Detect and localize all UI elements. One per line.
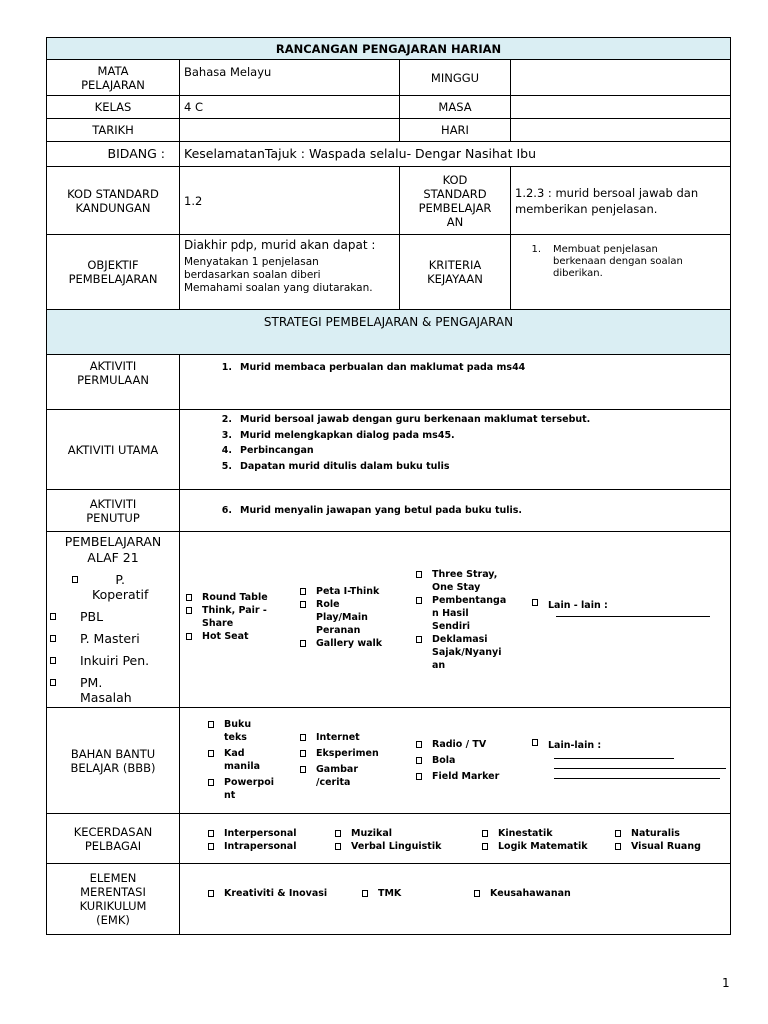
activity-number: 6.: [221, 505, 232, 516]
bbb-lain-line-2: [554, 762, 726, 769]
checkbox-icon[interactable]: [615, 830, 621, 837]
kelas-label: KELAS: [47, 96, 180, 119]
checkbox-icon[interactable]: [300, 640, 306, 647]
bbb-lain-label: Lain-lain :: [548, 740, 602, 751]
checkbox-option: [300, 598, 410, 637]
checkbox-icon[interactable]: [208, 843, 214, 850]
checkbox-option: [416, 738, 534, 751]
kriteria-cell: [511, 235, 731, 310]
alaf-left-label: P. Koperatif: [92, 572, 149, 602]
checkbox-icon[interactable]: [532, 739, 538, 746]
checkbox-option: [300, 747, 410, 760]
checkbox-option: [482, 827, 612, 840]
activity-number: 1.: [221, 362, 232, 373]
kp-col1: [208, 827, 328, 853]
alaf-left-option: [50, 631, 176, 646]
checkbox-icon[interactable]: [72, 576, 78, 583]
checkbox-icon[interactable]: [474, 890, 480, 897]
kp-col4: [615, 827, 725, 853]
alaf-col2: [300, 585, 410, 650]
alaf-col3: [416, 568, 534, 672]
checkbox-icon[interactable]: [300, 601, 306, 608]
checkbox-icon[interactable]: [335, 843, 341, 850]
alaf-lain: [532, 599, 712, 617]
activity-item: [210, 428, 726, 444]
checkbox-option: [186, 591, 296, 604]
checkbox-icon[interactable]: [335, 830, 341, 837]
checkbox-option-label: Gallery walk: [316, 637, 383, 649]
alaf-left-label: Inkuiri Pen.: [80, 653, 150, 668]
checkbox-icon[interactable]: [416, 597, 422, 604]
checkbox-icon[interactable]: [186, 633, 192, 640]
kp-col3: [482, 827, 612, 853]
alaf-cell: [47, 532, 180, 708]
activity-number: 4.: [221, 445, 232, 456]
alaf-left-label: PBL: [80, 609, 104, 624]
checkbox-icon[interactable]: [208, 750, 214, 757]
strategi-title: [47, 310, 731, 355]
activity-item: [210, 459, 726, 475]
alaf-col1: [186, 591, 296, 643]
activity-number: 5.: [221, 460, 232, 472]
checkbox-option: [208, 776, 288, 802]
rph-table: [46, 37, 731, 935]
checkbox-icon[interactable]: [208, 779, 214, 786]
checkbox-option-label: Hot Seat: [202, 630, 249, 642]
checkbox-option-label: Pembentanga n Hasil Sendiri: [432, 594, 507, 632]
objektif-intro: Diakhir pdp, murid akan dapat :: [184, 238, 376, 252]
checkbox-option: [208, 827, 328, 840]
hari-value: [511, 119, 731, 142]
alaf-left-list: [50, 572, 176, 705]
emk-item: [208, 887, 327, 900]
activity-text: Murid melengkapkan dialog pada ms45.: [240, 429, 455, 441]
kriteria-number: 1.: [531, 244, 541, 255]
alaf-options-cell: [180, 532, 731, 708]
checkbox-option: [300, 763, 410, 789]
ksp-label: KOD STANDARD PEMBELAJAR AN: [400, 167, 511, 235]
utama-cell: [180, 410, 731, 490]
checkbox-option: [416, 770, 534, 783]
checkbox-option: [186, 604, 296, 630]
checkbox-option-label: Verbal Linguistik: [351, 841, 442, 852]
activity-item: [210, 361, 726, 374]
bbb-col1: [208, 718, 288, 805]
checkbox-option-label: Radio / TV: [432, 739, 487, 750]
permulaan-label: AKTIVITI PERMULAAN: [47, 355, 180, 410]
checkbox-option-label: Intrapersonal: [224, 841, 297, 852]
ksp-value: 1.2.3 : murid bersoal jawab dan memberikan penjelasan.: [511, 167, 731, 235]
checkbox-option-label: Three Stray, One Stay: [432, 568, 498, 593]
checkbox-option: [300, 637, 410, 650]
checkbox-option-label: Peta I-Think: [316, 585, 380, 597]
checkbox-icon[interactable]: [482, 843, 488, 850]
activity-number: 3.: [221, 429, 232, 441]
checkbox-icon[interactable]: [482, 830, 488, 837]
alaf-left-label: PM. Masalah: [80, 675, 132, 705]
activity-item: [210, 443, 726, 459]
checkbox-option: [416, 633, 534, 672]
penutup-label: AKTIVITI PENUTUP: [47, 490, 180, 532]
checkbox-option: [615, 827, 725, 840]
kriteria-label: KRITERIA KEJAYAAN: [400, 235, 511, 310]
objektif-text: Menyatakan 1 penjelasan berdasarkan soalan diberi Memahami soalan yang diutarakan.: [184, 256, 373, 294]
bidang-value: KeselamatanTajuk : Waspada selalu- Dengar Nasihat Ibu: [180, 142, 731, 167]
checkbox-option-label: Round Table: [202, 591, 268, 603]
checkbox-icon[interactable]: [300, 766, 306, 773]
kp-options-cell: [180, 814, 731, 864]
checkbox-icon[interactable]: [50, 613, 56, 620]
activity-item: [210, 504, 726, 517]
checkbox-icon[interactable]: [416, 773, 422, 780]
checkbox-icon[interactable]: [186, 594, 192, 601]
checkbox-option: [300, 585, 410, 598]
activity-text: Murid menyalin jawapan yang betul pada buku tulis.: [240, 505, 523, 516]
emk-options-cell: [180, 864, 731, 935]
checkbox-icon[interactable]: [416, 741, 422, 748]
checkbox-icon[interactable]: [300, 734, 306, 741]
emk-item: [362, 887, 401, 900]
tarikh-label: TARIKH: [47, 119, 180, 142]
alaf-lain-line: [556, 612, 710, 617]
activity-text: Perbincangan: [240, 445, 314, 456]
checkbox-option: [416, 594, 534, 633]
checkbox-option-label: Kinestatik: [498, 828, 553, 839]
checkbox-icon[interactable]: [208, 830, 214, 837]
checkbox-icon[interactable]: [362, 890, 368, 897]
minggu-value: [511, 60, 731, 96]
checkbox-icon[interactable]: [416, 571, 422, 578]
checkbox-option: [335, 840, 475, 853]
checkbox-option-label: Eksperimen: [316, 748, 379, 759]
emk-item: [474, 887, 571, 900]
checkbox-option-label: Interpersonal: [224, 828, 297, 839]
activity-number: 2.: [221, 414, 232, 425]
objektif-label: OBJEKTIF PEMBELAJARAN: [47, 235, 180, 310]
alaf-left-option: [50, 609, 176, 624]
emk-item-label: Keusahawanan: [490, 888, 571, 899]
masa-label: MASA: [400, 96, 511, 119]
utama-list: [210, 412, 726, 474]
activity-text: Murid bersoal jawab dengan guru berkenaan maklumat tersebut.: [240, 414, 591, 425]
checkbox-icon[interactable]: [532, 599, 538, 606]
bbb-options-cell: [180, 708, 731, 814]
checkbox-option-label: Gambar /cerita: [316, 764, 359, 788]
activity-item: [210, 412, 726, 428]
penutup-cell: [180, 490, 731, 532]
ksk-label: KOD STANDARD KANDUNGAN: [47, 167, 180, 235]
bbb-lain-line-1: [554, 752, 674, 759]
checkbox-icon[interactable]: [300, 750, 306, 757]
alaf-left-option: [50, 675, 176, 705]
kp-col2: [335, 827, 475, 853]
checkbox-option: [208, 718, 288, 744]
emk-item-label: TMK: [378, 888, 402, 899]
checkbox-option-label: Logik Matematik: [498, 841, 588, 852]
hari-label: HARI: [400, 119, 511, 142]
checkbox-icon[interactable]: [50, 679, 56, 686]
checkbox-option: [335, 827, 475, 840]
mata-pelajaran-label: MATA PELAJARAN: [47, 60, 180, 96]
bbb-col3: [416, 738, 534, 786]
checkbox-option-label: Deklamasi Sajak/Nyanyi an: [432, 633, 502, 671]
objektif-cell: [180, 235, 400, 310]
checkbox-option-label: Buku teks: [224, 719, 252, 743]
checkbox-icon[interactable]: [186, 607, 192, 614]
checkbox-option-label: Field Marker: [432, 771, 500, 782]
checkbox-option-label: Internet: [316, 732, 360, 743]
bbb-lain: [532, 739, 731, 779]
bbb-col2: [300, 731, 410, 792]
checkbox-icon[interactable]: [50, 657, 56, 664]
permulaan-cell: [180, 355, 731, 410]
alaf-lain-label: Lain - lain :: [548, 599, 608, 611]
kriteria-text: Membuat penjelasan berkenaan dengan soalan diberikan.: [553, 244, 683, 279]
bbb-label: BAHAN BANTU BELAJAR (BBB): [47, 708, 180, 814]
checkbox-option: [300, 731, 410, 744]
checkbox-option: [186, 630, 296, 643]
strategi-title-text: STRATEGI PEMBELAJARAN & PENGAJARAN: [263, 315, 514, 329]
checkbox-option-label: Muzikal: [351, 828, 392, 839]
checkbox-option-label: Think, Pair - Share: [202, 604, 267, 629]
kp-label: KECERDASAN PELBAGAI: [47, 814, 180, 864]
tarikh-value: [180, 119, 400, 142]
checkbox-option: [615, 840, 725, 853]
alaf-label: PEMBELAJARAN ALAF 21: [64, 534, 162, 565]
checkbox-icon[interactable]: [300, 588, 306, 595]
permulaan-list: [210, 361, 726, 374]
kelas-value: 4 C: [180, 96, 400, 119]
checkbox-option-label: Kad manila: [224, 748, 260, 772]
mata-pelajaran-value: Bahasa Melayu: [180, 60, 400, 96]
checkbox-icon[interactable]: [416, 757, 422, 764]
checkbox-option: [416, 754, 534, 767]
activity-text: Murid membaca perbualan dan maklumat pada ms44: [240, 362, 526, 373]
utama-label: AKTIVITI UTAMA: [47, 410, 180, 490]
minggu-label: MINGGU: [400, 60, 511, 96]
alaf-left-label: P. Masteri: [80, 631, 140, 646]
checkbox-icon[interactable]: [50, 635, 56, 642]
checkbox-option-label: Bola: [432, 755, 456, 766]
checkbox-icon[interactable]: [615, 843, 621, 850]
checkbox-option-label: Naturalis: [631, 828, 680, 839]
checkbox-option: [416, 568, 534, 594]
checkbox-icon[interactable]: [416, 636, 422, 643]
checkbox-option: [208, 747, 288, 773]
alaf-left-option: [50, 572, 176, 602]
ksk-value: 1.2: [180, 167, 400, 235]
penutup-list: [210, 504, 726, 517]
bbb-lain-line-3: [554, 772, 720, 779]
emk-label: ELEMEN MERENTASI KURIKULUM (EMK): [47, 864, 180, 935]
page-title: RANCANGAN PENGAJARAN HARIAN: [47, 38, 731, 60]
checkbox-option-label: Powerpoi nt: [224, 777, 274, 801]
alaf-left-option: [50, 653, 176, 668]
emk-item-label: Kreativiti & Inovasi: [224, 888, 328, 899]
page-number: 1: [722, 976, 730, 990]
checkbox-option-label: Role Play/Main Peranan: [316, 598, 368, 636]
activity-text: Dapatan murid ditulis dalam buku tulis: [240, 460, 450, 472]
checkbox-option-label: Visual Ruang: [631, 841, 701, 852]
bidang-label: BIDANG :: [47, 142, 180, 167]
checkbox-option: [482, 840, 612, 853]
checkbox-icon[interactable]: [208, 890, 214, 897]
checkbox-icon[interactable]: [208, 721, 214, 728]
masa-value: [511, 96, 731, 119]
checkbox-option: [208, 840, 328, 853]
